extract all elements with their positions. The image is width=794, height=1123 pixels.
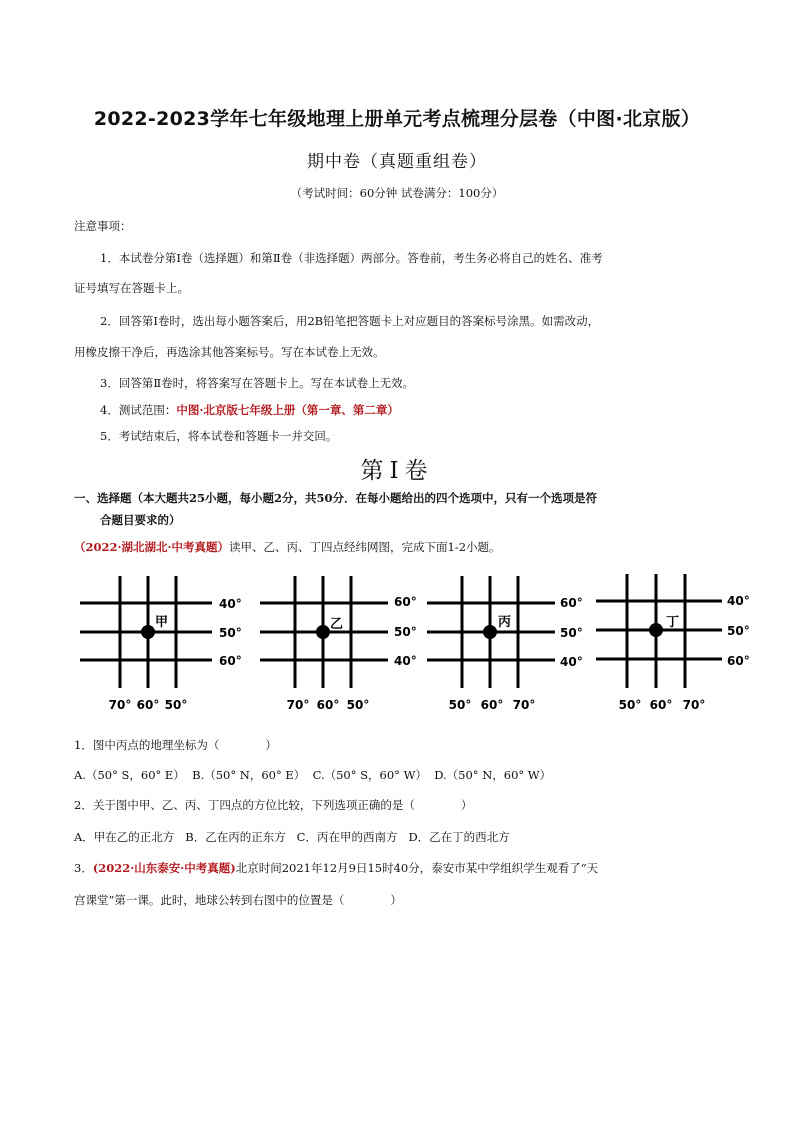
test-scope: 中图·北京版七年级上册（第一章、第二章）	[176, 403, 399, 417]
grid-jia-lat-3: 60°	[219, 654, 242, 668]
grid-bing-lon-1: 50°	[448, 698, 472, 712]
paper-subtitle: 期中卷（真题重组卷）	[307, 152, 487, 172]
grid-jia-lon-2: 60°	[136, 698, 160, 712]
grid-ding	[596, 574, 750, 712]
note-item-3: 3．回答第Ⅱ卷时，将答案写在答题卡上。写在本试卷上无效。	[100, 376, 415, 390]
grid-ding-lon-1: 50°	[618, 698, 642, 712]
q1-stem: 1．图中丙点的地理坐标为（ ）	[74, 738, 277, 752]
grid-ding-lon-2: 60°	[649, 698, 673, 712]
grid-ding-lat-3: 60°	[727, 654, 750, 668]
point-ding-marker	[649, 623, 663, 637]
point-jia-marker	[141, 625, 155, 639]
part-heading-line-1: 一、选择题（本大题共25小题，每小题2分，共50分．在每小题给出的四个选项中，只有一个选项是符	[74, 491, 598, 505]
exam-info: （考试时间：60分钟 试卷满分：100分）	[290, 186, 504, 200]
note-item-2-line-1: 2．回答第Ⅰ卷时，选出每小题答案后，用2B铅笔把答题卡上对应题目的答案标号涂黑。如需改动，	[100, 314, 600, 328]
note-item-4	[100, 402, 399, 418]
grid-yi-lon-2: 60°	[316, 698, 340, 712]
grid-bing-lat-1: 60°	[560, 596, 583, 610]
point-yi-label: 乙	[330, 617, 344, 632]
q12-intro	[74, 539, 501, 555]
point-bing-label: 丙	[498, 615, 512, 630]
note-item-2-line-2: 用橡皮擦干净后，再选涂其他答案标号。写在本试卷上无效。	[74, 345, 385, 359]
grid-yi-lat-2: 50°	[394, 625, 417, 639]
grid-jia-lon-1: 70°	[108, 698, 132, 712]
q2-stem: 2．关于图中甲、乙、丙、丁四点的方位比较，下列选项正确的是（ ）	[74, 798, 473, 812]
note-item-1-line-2: 证号填写在答题卡上。	[74, 281, 189, 295]
notes-heading: 注意事项：	[74, 219, 132, 233]
point-jia-label: 甲	[155, 615, 169, 630]
grid-jia	[80, 576, 242, 712]
q3-source: (2022·山东泰安·中考真题)	[92, 861, 236, 875]
grid-jia-lat-2: 50°	[219, 626, 242, 640]
grid-jia-lon-3: 50°	[164, 698, 188, 712]
paper-title: 2022-2023学年七年级地理上册单元考点梳理分层卷（中图·北京版）	[93, 108, 701, 130]
grid-yi	[260, 576, 417, 712]
grid-bing-lat-2: 50°	[560, 626, 583, 640]
grid-ding-lon-3: 70°	[682, 698, 706, 712]
q3-text-line-2: 宫课堂”第一课。此时，地球公转到右图中的位置是（ ）	[74, 893, 402, 907]
q3-line-1	[74, 860, 598, 876]
grid-bing-lon-2: 60°	[480, 698, 504, 712]
grid-ding-lat-1: 40°	[727, 594, 750, 608]
q3-number: 3．	[74, 861, 93, 875]
point-yi-marker	[316, 625, 330, 639]
q12-intro-text: 读甲、乙、丙、丁四点经纬网图，完成下面1-2小题。	[229, 540, 501, 554]
grid-bing	[427, 576, 583, 712]
note-item-5: 5．考试结束后，将本试卷和答题卡一并交回。	[100, 429, 338, 443]
lat-lon-grid-figure	[0, 560, 794, 730]
grid-ding-lat-2: 50°	[727, 624, 750, 638]
note-item-4-prefix: 4．测试范围：	[100, 403, 177, 417]
q3-text-line-1: 北京时间2021年12月9日15时40分，泰安市某中学组织学生观看了“天	[235, 861, 599, 875]
q2-options: A．甲在乙的正北方 B．乙在丙的正东方 C．丙在甲的西南方 D．乙在丁的西北方	[74, 830, 510, 844]
grid-yi-lat-3: 40°	[394, 654, 417, 668]
section-title: 第Ⅰ卷	[360, 458, 434, 484]
grid-yi-lat-1: 60°	[394, 595, 417, 609]
q1-options: A.（50° S，60° E） B.（50° N，60° E） C.（50° S，60° W） D.（50° N，60° W）	[74, 768, 552, 782]
grid-bing-lat-3: 40°	[560, 655, 583, 669]
grid-yi-lon-3: 50°	[346, 698, 370, 712]
note-item-1-line-1: 1．本试卷分第Ⅰ卷（选择题）和第Ⅱ卷（非选择题）两部分。答卷前，考生务必将自己的姓名、准考	[100, 251, 603, 265]
grid-jia-lat-1: 40°	[219, 597, 242, 611]
point-bing-marker	[483, 625, 497, 639]
part-heading-line-2: 合题目要求的）	[100, 513, 181, 527]
grid-yi-lon-1: 70°	[286, 698, 310, 712]
point-ding-label: 丁	[666, 615, 680, 630]
q12-source: （2022·湖北湖北·中考真题）	[74, 540, 230, 554]
grid-bing-lon-3: 70°	[512, 698, 536, 712]
